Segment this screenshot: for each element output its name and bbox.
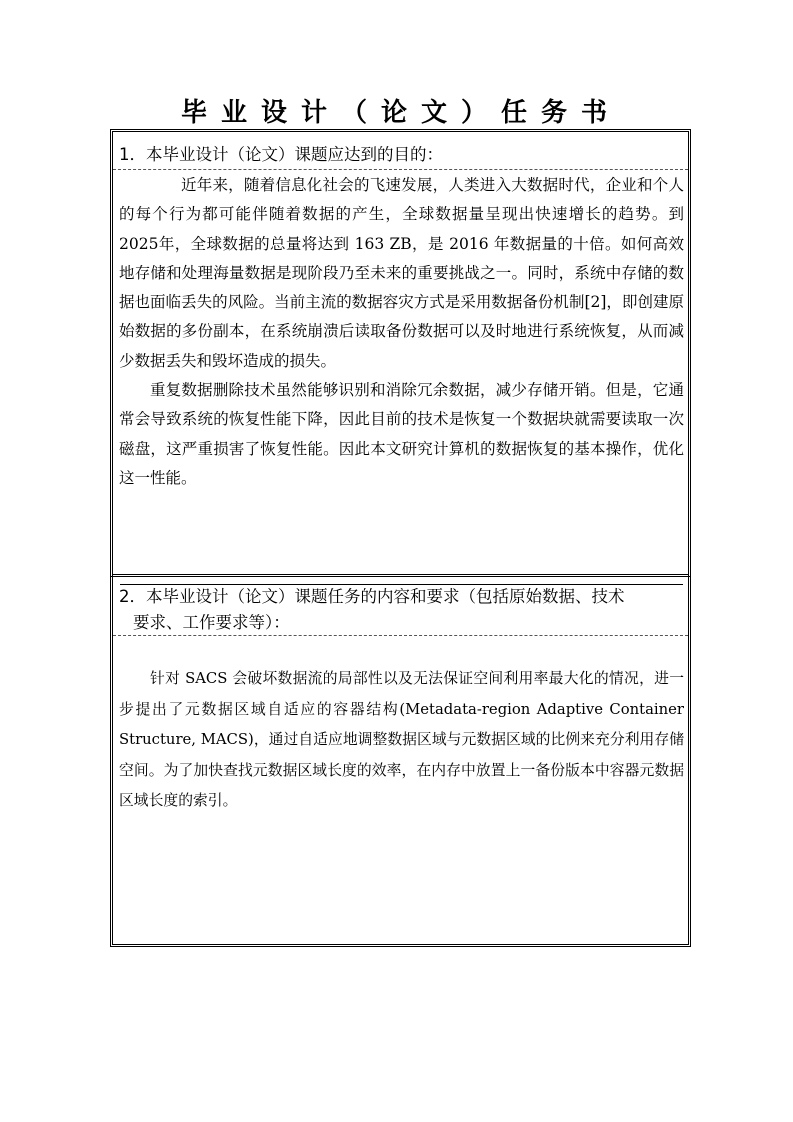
section-purpose-body (119, 171, 684, 493)
section-content-requirements (111, 578, 690, 946)
page-title: 毕业设计（论文）任务书 (180, 98, 621, 128)
paragraph: 重复数据删除技术虽然能够识别和消除冗余数据，减少存储开销。但是，它通常会导致系统的恢复性能下降，因此目前的技术是恢复一个数据块就需要读取一次磁盘，这严重损害了恢复性能。因此本文研究计算机的数据恢复的基本操作，优化这一性能。 (119, 381, 684, 487)
section-purpose-heading: 1．本毕业设计（论文）课题应达到的目的： (119, 145, 443, 164)
task-form-table (110, 129, 691, 947)
section-purpose (111, 130, 690, 577)
dashed-divider (113, 635, 688, 636)
section-content-body (119, 664, 684, 817)
section-content-heading (119, 584, 684, 636)
heading-line: 要求、工作要求等）： (133, 613, 290, 632)
dashed-divider (113, 169, 688, 170)
paragraph: 针对 SACS 会破坏数据流的局部性以及无法保证空间利用率最大化的情况，进一步提出了元数据区域自适应的容器结构(Metadata-region Adaptive Container Structure, MACS)，通过自适应地调整数据区域与元数据区域的比例来充分利用存储空间。为了加快查找元数据区域长度的效率，在内存中放置上一备份版本中容器元数据区域长度的索引。 (119, 670, 684, 809)
heading-line: 2．本毕业设计（论文）课题任务的内容和要求（包括原始数据、技术 (119, 587, 625, 606)
paragraph: 近年来，随着信息化社会的飞速发展，人类进入大数据时代，企业和个人的每个行为都可能伴随着数据的产生，全球数据量呈现出快速增长的趋势。到2025年，全球数据的总量将达到 163 ZB，是 2016 年数据量的十倍。如何高效地存储和处理海量数据是现阶段乃至未来的重要挑战之一。同时，系统中存储的数据也面临丢失的风险。当前主流的数据容灾方式是采用数据备份机制[2]，即创建原始数据的多份副本，在系统崩溃后读取备份数据可以及时地进行系统恢复，从而减少数据丢失和毁坏造成的损失。 (119, 176, 684, 370)
